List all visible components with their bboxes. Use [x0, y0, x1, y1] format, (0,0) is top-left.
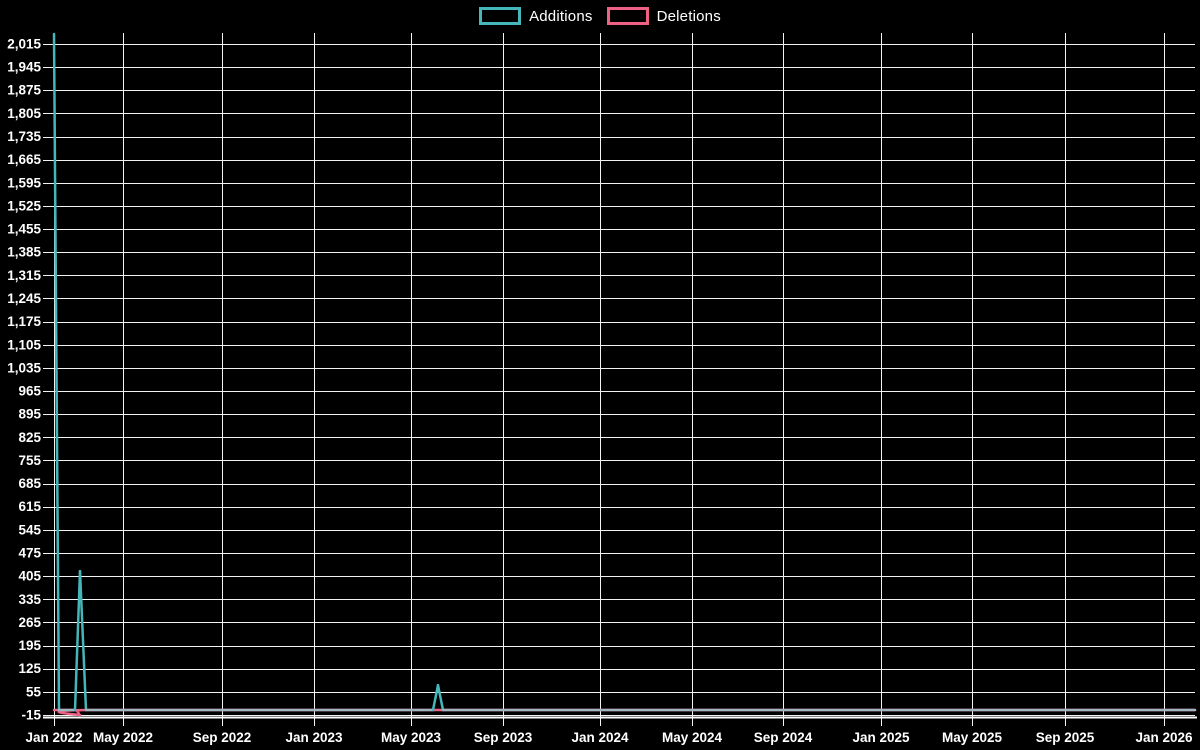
y-axis-labels	[7, 36, 41, 722]
svg-text:May 2024: May 2024	[661, 730, 723, 745]
svg-text:Jan 2025: Jan 2025	[852, 730, 910, 745]
svg-text:Sep 2022: Sep 2022	[192, 730, 252, 745]
svg-text:1,315: 1,315	[7, 267, 41, 283]
svg-text:May 2023: May 2023	[380, 730, 442, 745]
additions-line	[54, 34, 1195, 710]
svg-text:685: 685	[18, 476, 41, 492]
svg-text:545: 545	[18, 522, 41, 538]
svg-text:405: 405	[18, 568, 41, 584]
svg-text:Jan 2024: Jan 2024	[571, 730, 629, 745]
svg-text:Jan 2022: Jan 2022	[25, 730, 83, 745]
svg-text:1,385: 1,385	[7, 244, 41, 260]
legend-label-additions: Additions	[529, 7, 593, 25]
svg-text:1,665: 1,665	[7, 152, 41, 168]
svg-text:965: 965	[18, 383, 41, 399]
svg-text:755: 755	[18, 452, 41, 468]
svg-text:Sep 2024: Sep 2024	[753, 730, 813, 745]
svg-text:-15: -15	[21, 707, 41, 723]
x-axis-labels	[25, 730, 1193, 745]
svg-text:265: 265	[18, 614, 41, 630]
legend-label-deletions: Deletions	[656, 7, 721, 25]
svg-text:475: 475	[18, 545, 41, 561]
svg-text:895: 895	[18, 406, 41, 422]
svg-text:Jan 2026: Jan 2026	[1135, 730, 1193, 745]
svg-text:1,595: 1,595	[7, 175, 41, 191]
svg-text:Sep 2025: Sep 2025	[1035, 730, 1095, 745]
svg-text:May 2025: May 2025	[941, 730, 1003, 745]
gridlines	[43, 33, 1195, 726]
svg-text:1,945: 1,945	[7, 59, 41, 75]
svg-text:825: 825	[18, 429, 41, 445]
svg-text:1,805: 1,805	[7, 105, 41, 121]
svg-text:615: 615	[18, 499, 41, 515]
svg-text:2,015: 2,015	[7, 36, 41, 52]
svg-text:1,245: 1,245	[7, 290, 41, 306]
svg-text:Jan 2023: Jan 2023	[285, 730, 343, 745]
svg-text:55: 55	[25, 684, 41, 700]
svg-text:1,455: 1,455	[7, 221, 41, 237]
svg-text:1,735: 1,735	[7, 129, 41, 145]
svg-text:1,875: 1,875	[7, 82, 41, 98]
svg-text:Sep 2023: Sep 2023	[473, 730, 533, 745]
svg-text:1,175: 1,175	[7, 314, 41, 330]
svg-text:May 2022: May 2022	[92, 730, 154, 745]
svg-text:125: 125	[18, 661, 41, 677]
svg-text:1,035: 1,035	[7, 360, 41, 376]
svg-text:195: 195	[18, 638, 41, 654]
svg-text:1,525: 1,525	[7, 198, 41, 214]
svg-text:335: 335	[18, 591, 41, 607]
svg-text:1,105: 1,105	[7, 337, 41, 353]
